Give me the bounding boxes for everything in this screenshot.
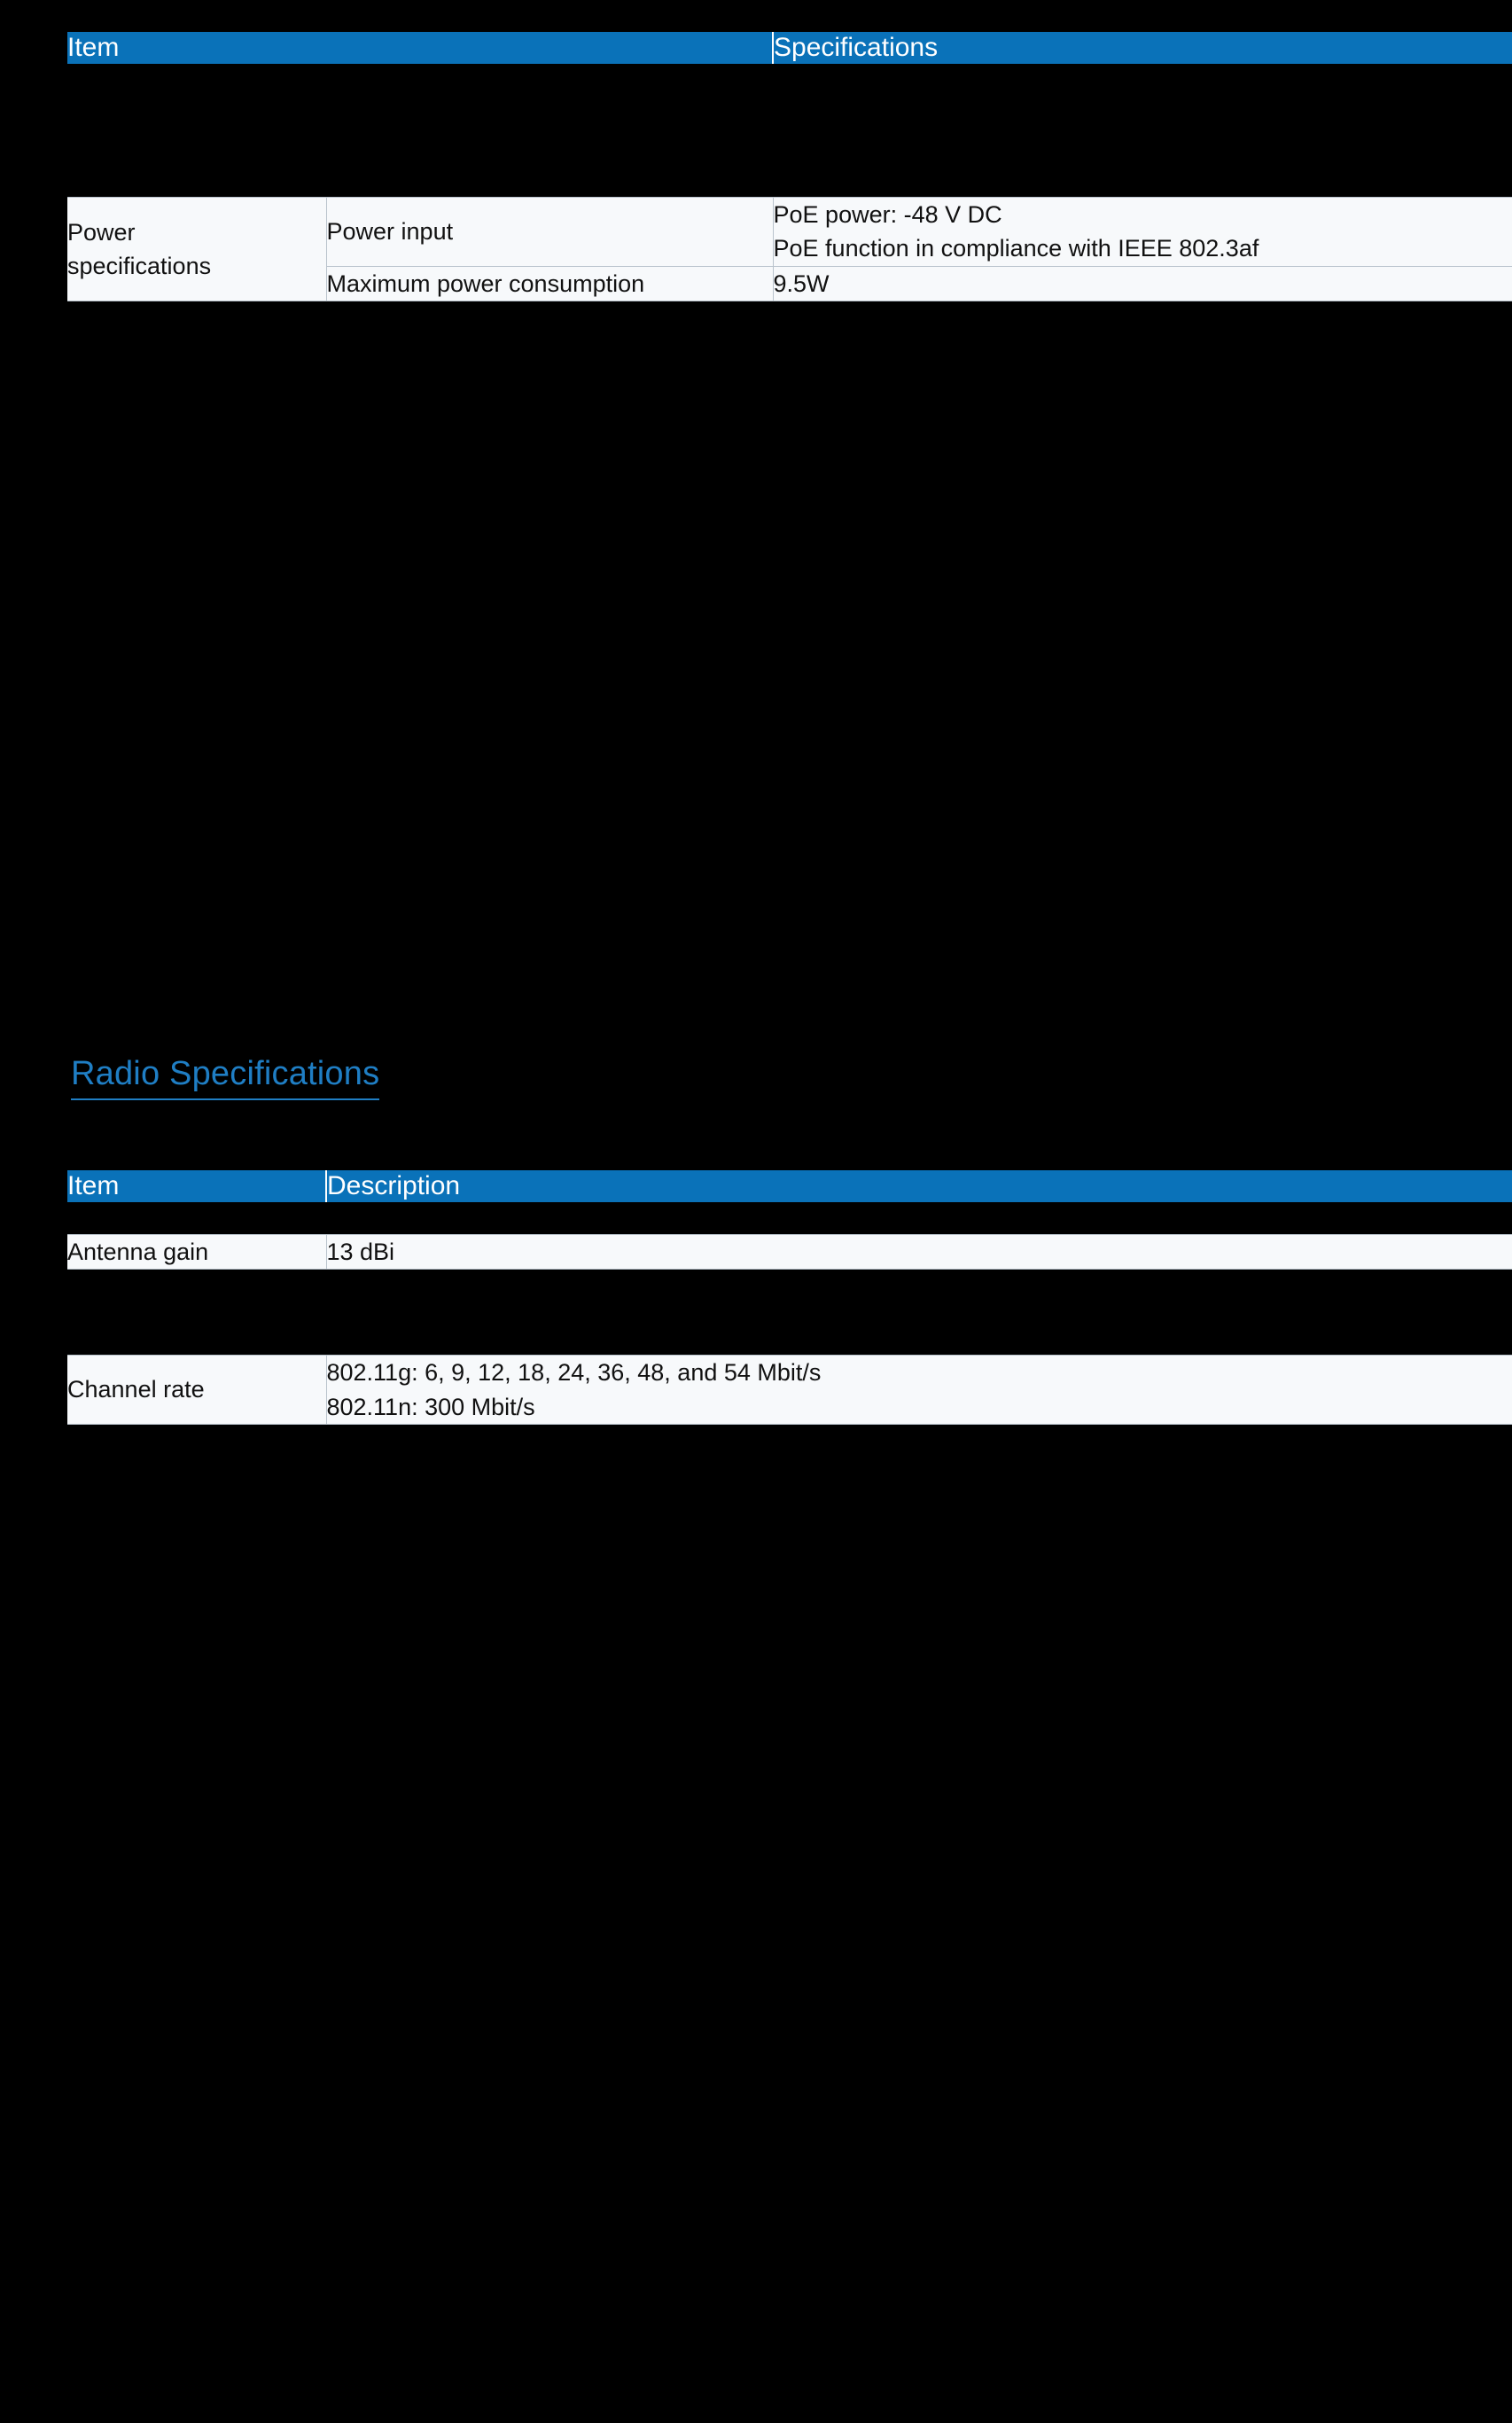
table-header-row — [67, 32, 1512, 64]
table-row — [67, 198, 1512, 267]
column-header-item: Item — [67, 32, 773, 64]
redacted-block-page-bottom — [67, 1600, 1512, 2423]
table-row — [67, 1235, 1512, 1270]
row-label-power-input: Power input — [326, 198, 773, 267]
redacted-row — [67, 1202, 1512, 1235]
redacted-block-top — [67, 64, 1512, 198]
redacted-row — [67, 1270, 1512, 1356]
table-header-row — [67, 1170, 1512, 1202]
channel-rate-value-line1: 802.11g: 6, 9, 12, 18, 24, 36, 48, and 54 Mbit/s — [326, 1359, 822, 1387]
column-header-specifications: Specifications — [773, 32, 1512, 64]
category-label-line1: Power — [67, 218, 136, 246]
redacted-block-radio-1 — [67, 1202, 1512, 1235]
row-value-antenna-gain: 13 dBi — [326, 1235, 1512, 1270]
power-specifications-table — [67, 32, 1512, 798]
category-label-line2: specifications — [67, 252, 212, 279]
row-label-antenna-gain: Antenna gain — [67, 1235, 326, 1270]
row-value-maximum-power-consumption: 9.5W — [773, 266, 1512, 301]
redacted-block-bottom — [67, 301, 1512, 798]
row-category-power-specifications — [67, 198, 326, 301]
page-title: Radio Specifications — [71, 1055, 379, 1100]
power-input-value-line1: PoE power: -48 V DC — [773, 201, 1002, 228]
column-header-description: Description — [326, 1170, 1512, 1202]
row-label-channel-rate: Channel rate — [67, 1356, 326, 1425]
redacted-row — [67, 301, 1512, 798]
row-label-maximum-power-consumption: Maximum power consumption — [326, 266, 773, 301]
row-value-channel-rate — [326, 1356, 1512, 1425]
section-heading-radio-specifications — [71, 1055, 379, 1100]
column-header-item: Item — [67, 1170, 326, 1202]
channel-rate-value-line2: 802.11n: 300 Mbit/s — [326, 1393, 535, 1420]
radio-specifications-table — [67, 1170, 1512, 1425]
table-row — [67, 1356, 1512, 1425]
power-input-value-line2: PoE function in compliance with IEEE 802.3af — [773, 235, 1259, 262]
redacted-block-radio-2 — [67, 1270, 1512, 1356]
row-value-power-input — [773, 198, 1512, 267]
redacted-row — [67, 64, 1512, 198]
